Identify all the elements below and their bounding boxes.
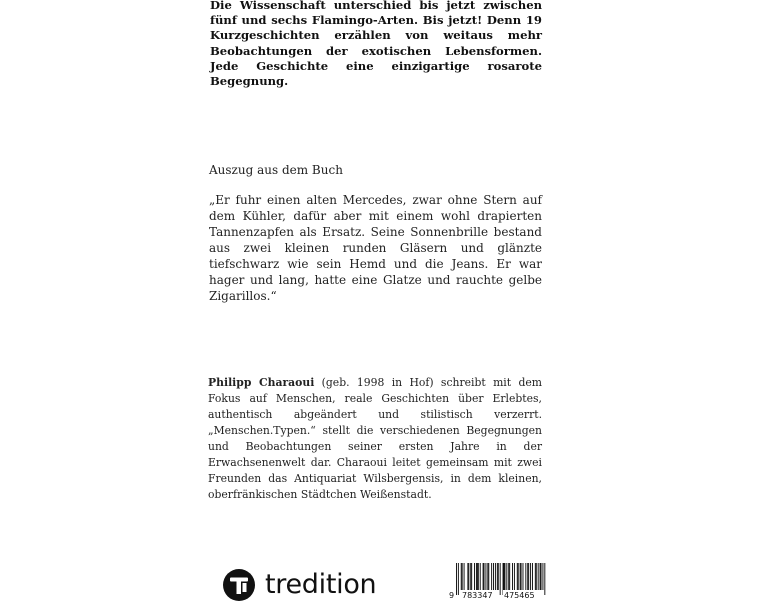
barcode-bar bbox=[530, 563, 531, 590]
barcode-digit-first: 9 bbox=[449, 591, 455, 600]
barcode-bar bbox=[528, 563, 529, 590]
barcode-bar bbox=[474, 563, 475, 590]
barcode-bar bbox=[540, 563, 541, 590]
barcode-bar bbox=[467, 563, 468, 590]
author-name: Philipp Charaoui bbox=[208, 376, 315, 389]
barcode-bar bbox=[504, 563, 505, 590]
barcode-bar bbox=[470, 563, 471, 590]
barcode-bar bbox=[476, 563, 477, 590]
barcode-bar bbox=[532, 563, 533, 590]
author-bio bbox=[208, 375, 542, 503]
barcode-bar bbox=[480, 563, 481, 590]
barcode-bar bbox=[518, 563, 519, 590]
barcode-bar bbox=[514, 563, 515, 590]
isbn-barcode bbox=[448, 563, 548, 605]
barcode-bar bbox=[471, 563, 472, 590]
barcode-bar bbox=[535, 563, 536, 590]
barcode-bar bbox=[493, 563, 494, 590]
barcode-bar bbox=[497, 563, 498, 590]
barcode-bar bbox=[517, 563, 518, 590]
barcode-bar bbox=[462, 563, 463, 590]
barcode-bar bbox=[491, 563, 492, 590]
barcode-bar bbox=[478, 563, 479, 590]
barcode-bar bbox=[487, 563, 488, 590]
barcode-bar bbox=[464, 563, 465, 590]
barcode-bar bbox=[541, 563, 542, 590]
barcode-bar bbox=[477, 563, 478, 590]
barcode-bar bbox=[495, 563, 496, 590]
tredition-logo-icon bbox=[223, 569, 255, 601]
barcode-bar bbox=[504, 563, 505, 590]
publisher-logo bbox=[223, 568, 376, 602]
barcode-bar bbox=[520, 563, 521, 590]
barcode-digits-left: 783347 bbox=[462, 591, 493, 600]
barcode-bar bbox=[485, 563, 486, 590]
publisher-name: tredition bbox=[265, 569, 377, 600]
author-bio-text: (geb. 1998 in Hof) schreibt mit dem Fokus auf Menschen, reale Geschichten über Erlebtes, authentisch abgeändert und stilistisch verzerrt. „Menschen.Typen.“ stellt die verschiedenen Begegnungen und Beobachtungen seiner ersten Jahre in der Erwachsenenwelt dar. Charaoui leitet gemeinsam mit zwei Freunden das Antiquariat Wilsbergensis, in dem kleinen, oberfränkischen Städtchen Weißenstadt. bbox=[208, 376, 542, 501]
barcode-bar bbox=[483, 563, 484, 590]
barcode-bar bbox=[512, 563, 513, 590]
barcode-bar bbox=[523, 563, 524, 590]
barcode-bar bbox=[468, 563, 469, 590]
barcode-bar bbox=[521, 563, 522, 590]
excerpt-heading: Auszug aus dem Buch bbox=[209, 163, 343, 177]
barcode-bar bbox=[508, 563, 509, 590]
excerpt-quote: „Er fuhr einen alten Mercedes, zwar ohne Stern auf dem Kühler, dafür aber mit einem wohl drapierten Tannenzapfen als Ersatz. Seine Sonnenbrille bestand aus zwei kleinen runden Gläsern und glänzte tiefschwarz wie sein Hemd und die Jeans. Er war hager und lang, hatte eine Glatze und rauchte gelbe Zigarillos.“ bbox=[209, 193, 542, 303]
barcode-bar bbox=[542, 563, 543, 590]
barcode-bar bbox=[498, 563, 499, 590]
barcode-bar bbox=[484, 563, 485, 590]
barcode-digits-right: 475465 bbox=[504, 591, 535, 600]
barcode-bar bbox=[538, 563, 539, 590]
back-cover-blurb: Die Wissenschaft unterschied bis jetzt zwischen fünf und sechs Flamingo-Arten. Bis jetzt! Denn 19 Kurzgeschichten erzählen von weitaus mehr Beobachtungen der exotischen Lebensformen. Jede Geschichte eine einzigartige rosarote Begegnung. bbox=[210, 0, 542, 89]
barcode-bar bbox=[488, 563, 489, 590]
barcode-bar bbox=[536, 563, 537, 590]
barcode-bar bbox=[525, 563, 526, 590]
barcode-bar bbox=[461, 563, 462, 590]
barcode-bar bbox=[506, 563, 507, 590]
barcode-bar bbox=[509, 563, 510, 590]
barcode-bar bbox=[527, 563, 528, 590]
